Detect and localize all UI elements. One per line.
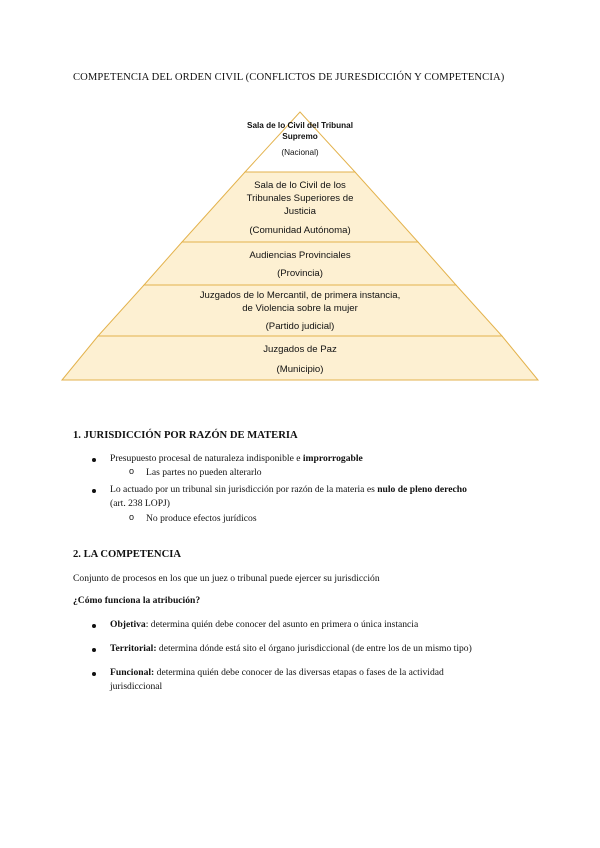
- tier1-scope: (Nacional): [281, 148, 319, 157]
- bullet1-bold: improrrogable: [302, 453, 363, 464]
- section1-bullet2-sub: No produce efectos jurídicos: [146, 513, 257, 524]
- tier5-line1: Juzgados de Paz: [263, 344, 337, 355]
- text-funcional: determina quién debe conocer de las diversas etapas o fases de la actividad: [154, 667, 444, 678]
- section1-heading: 1. JURISDICCIÓN POR RAZÓN DE MATERIA: [73, 430, 298, 441]
- section2-heading: 2. LA COMPETENCIA: [73, 549, 182, 560]
- term-funcional: Funcional:: [110, 667, 155, 678]
- tier2-line1: Sala de lo Civil de los: [254, 180, 346, 191]
- tier4-line1: Juzgados de lo Mercantil, de primera instancia,: [199, 290, 401, 301]
- bullet2-bold: nulo de pleno derecho: [377, 484, 467, 495]
- term-objetiva: Objetiva: [110, 619, 146, 630]
- competence-territorial: [110, 642, 472, 655]
- tier4-line2: de Violencia sobre la mujer: [242, 303, 358, 314]
- tier5-scope: (Municipio): [276, 364, 324, 375]
- competence-funcional-cont: jurisdiccional: [110, 681, 163, 692]
- competence-funcional: [110, 666, 528, 679]
- page-title: COMPETENCIA DEL ORDEN CIVIL (CONFLICTOS DE JURESDICCIÓN Y COMPETENCIA): [73, 72, 505, 83]
- bullet-dot: [92, 458, 96, 462]
- competence-objetiva: [110, 618, 418, 631]
- court-hierarchy-pyramid: [0, 0, 600, 400]
- term-territorial: Territorial:: [110, 643, 157, 654]
- tier4-scope: (Partido judicial): [265, 321, 335, 332]
- text-territorial: determina dónde está sito el órgano jurisdiccional (de entre los de un mismo tipo): [156, 643, 472, 654]
- sub-bullet-marker: o: [129, 466, 135, 476]
- tier1-line1: Sala de lo Civil del Tribunal: [246, 121, 354, 130]
- tier2-scope: (Comunidad Autónoma): [249, 225, 351, 236]
- bullet-dot: [92, 624, 96, 628]
- section2-question: ¿Cómo funciona la atribución?: [73, 595, 201, 606]
- bullet2-text: Lo actuado por un tribunal sin jurisdicción por razón de la materia es: [110, 484, 378, 495]
- bullet1-text: Presupuesto procesal de naturaleza indisponible e: [110, 453, 303, 464]
- bullet-dot: [92, 648, 96, 652]
- section1-bullet2: [110, 483, 530, 496]
- tier2-line2: Tribunales Superiores de: [246, 193, 354, 204]
- section2-definition: Conjunto de procesos en los que un juez o tribunal puede ejercer su jurisdicción: [73, 573, 380, 584]
- bullet-dot: [92, 489, 96, 493]
- sub-bullet-marker: o: [129, 512, 135, 522]
- bullet-dot: [92, 672, 96, 676]
- tier3-line1: Audiencias Provinciales: [249, 250, 351, 261]
- text-objetiva: : determina quién debe conocer del asunto en primera o única instancia: [145, 619, 419, 630]
- section1-bullet1: [110, 452, 363, 465]
- tier3-scope: (Provincia): [277, 268, 323, 279]
- section1-bullet1-sub: Las partes no pueden alterarlo: [146, 467, 262, 478]
- section1-bullet2-cont: (art. 238 LOPJ): [110, 498, 170, 509]
- tier2-line3: Justicia: [284, 206, 316, 217]
- tier1-line2: Supremo: [282, 132, 318, 141]
